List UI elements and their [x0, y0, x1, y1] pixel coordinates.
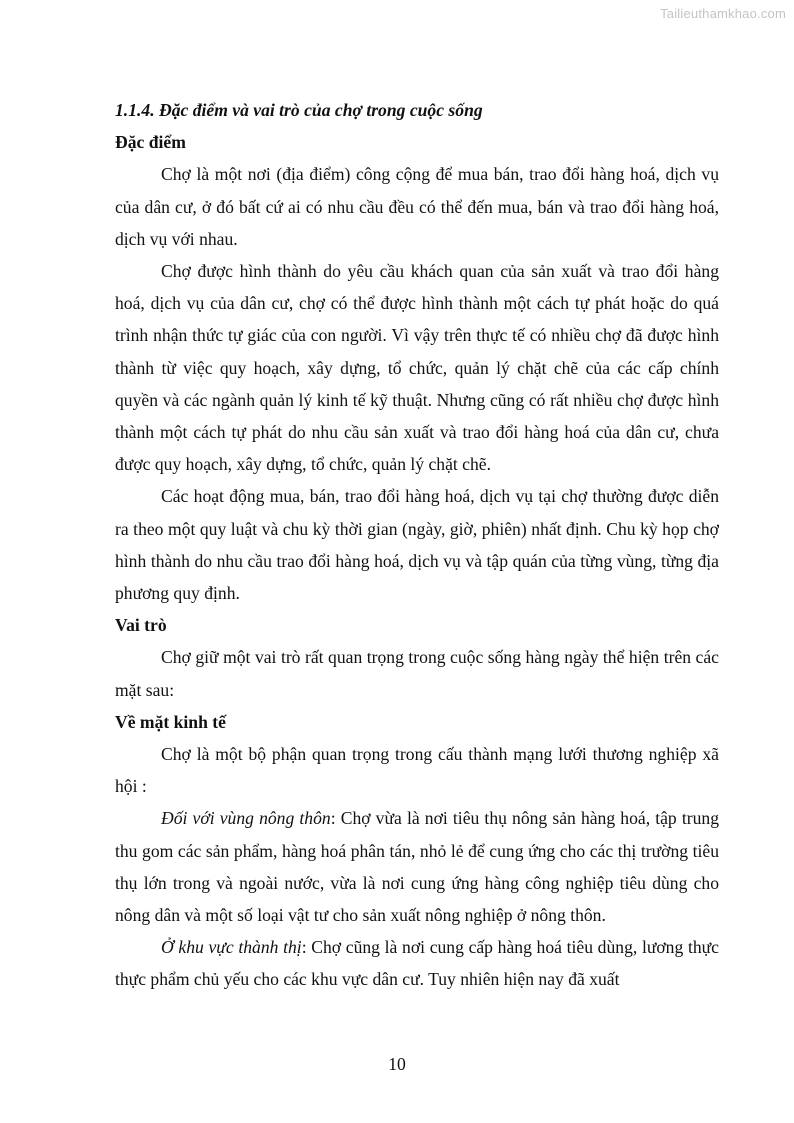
paragraph: Chợ là một nơi (địa điểm) công cộng để mua bán, trao đổi hàng hoá, dịch vụ của dân cư, ở đó bất cứ ai có nhu cầu đều có thể đến mua, bán và trao đổi hàng hoá, dịch vụ với nhau.: [115, 164, 719, 249]
paragraph: Chợ là một bộ phận quan trọng trong cấu thành mạng lưới thương nghiệp xã hội :: [115, 744, 719, 797]
paragraph: Chợ được hình thành do yêu cầu khách quan của sản xuất và trao đổi hàng hoá, dịch vụ của dân cư, chợ có thể được hình thành một cách tự phát hoặc do quá trình nhận thức tự giác của con người. Vì vậy trên thực tế có nhiều chợ đã được hình thành từ việc quy hoạch, xây dựng, tổ chức, quản lý chặt chẽ của các cấp chính quyền và các ngành quản lý kinh tế kỹ thuật. Nhưng cũng có rất nhiều chợ được hình thành một cách tự phát do nhu cầu sản xuất và trao đổi hàng hoá của dân cư, chưa được quy hoạch, xây dựng, tổ chức, quản lý chặt chẽ.: [115, 261, 719, 475]
urban-text: : Chợ cũng là nơi cung cấp hàng hoá tiêu dùng, lương thực thực phẩm chủ yếu cho các khu vực dân cư. Tuy nhiên hiện nay đã xuất: [115, 937, 719, 990]
rural-text: : Chợ vừa là nơi tiêu thụ nông sản hàng hoá, tập trung thu gom các sản phẩm, hàng hoá phân tán, nhỏ lẻ để cung ứng cho các thị trường tiêu thụ lớn trong và ngoài nước, vừa là nơi cung ứng hàng công nghiệp tiêu dùng cho nông dân và một số loại vật tư cho sản xuất nông nghiệp ở nông thôn.: [115, 808, 719, 926]
subheading-features: Đặc điểm: [115, 132, 186, 153]
paragraph: Chợ giữ một vai trò rất quan trọng trong cuộc sống hàng ngày thể hiện trên các mặt sau:: [115, 647, 719, 700]
page-content: [115, 94, 719, 996]
section-title: 1.1.4. Đặc điểm và vai trò của chợ trong cuộc sống: [115, 100, 483, 120]
subheading-economic: Về mặt kinh tế: [115, 711, 226, 732]
subheading-role: Vai trò: [115, 615, 167, 636]
rural-label: Đối với vùng nông thôn: [161, 808, 331, 829]
urban-label: Ở khu vực thành thị: [161, 937, 302, 958]
paragraph-rural: [115, 802, 719, 931]
paragraph-urban: [115, 931, 719, 995]
paragraph: Các hoạt động mua, bán, trao đổi hàng hoá, dịch vụ tại chợ thường được diễn ra theo một quy luật và chu kỳ thời gian (ngày, giờ, phiên) nhất định. Chu kỳ họp chợ hình thành do nhu cầu trao đổi hàng hoá, dịch vụ và tập quán của từng vùng, từng địa phương quy định.: [115, 486, 719, 604]
watermark: Tailieuthamkhao.com: [660, 6, 786, 21]
page-number: 10: [388, 1054, 406, 1074]
